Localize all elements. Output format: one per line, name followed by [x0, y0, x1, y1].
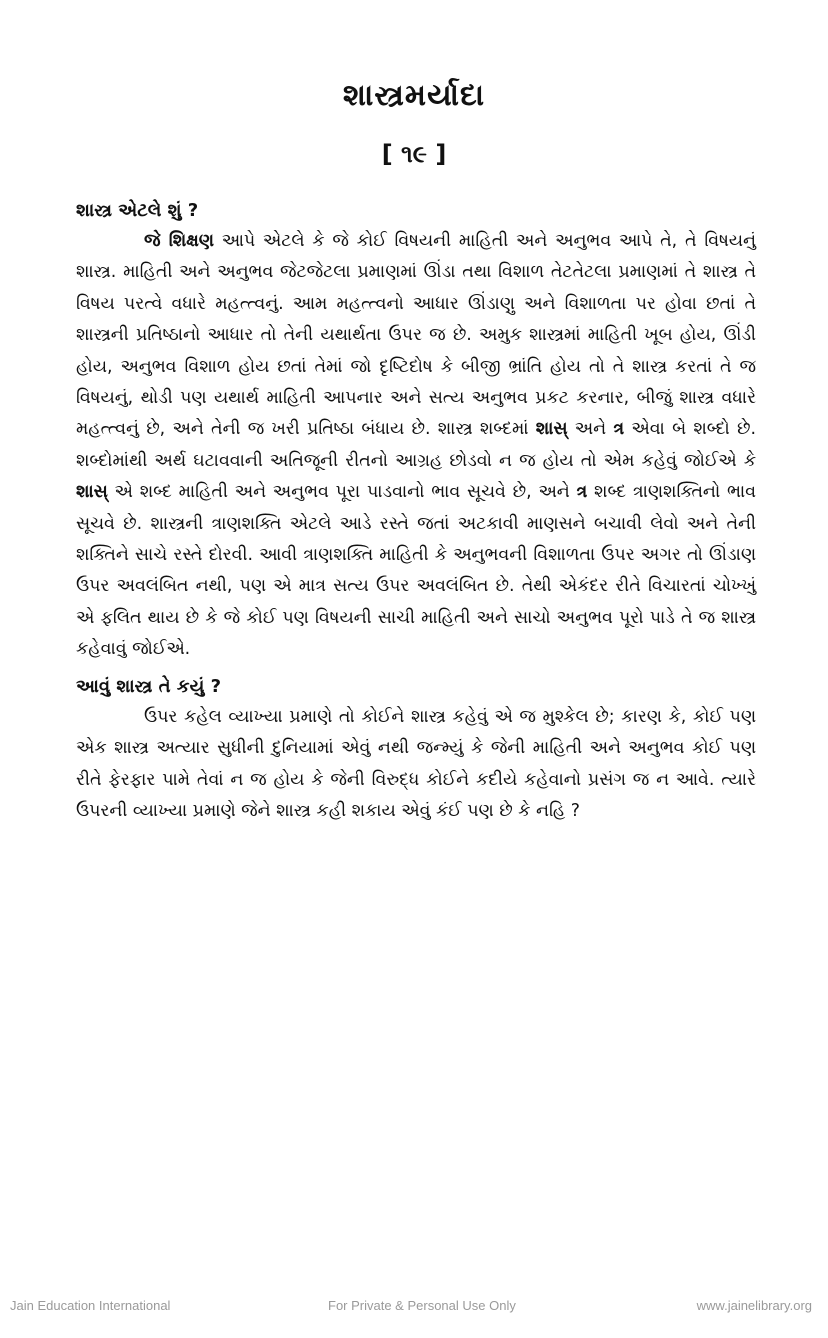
- footer-publisher: Jain Education International: [10, 1298, 171, 1313]
- bold-term-shas: શાસ્: [535, 419, 568, 440]
- paragraph-text: આપે એટલે કે જે કોઈ વિષયની માહિતી અને અનુભવ આપે તે, તે વિષયનું શાસ્ત્ર. માહિતી અને અનુભવ જેટજેટલા પ્રમાણમાં ઊંડા તથા વિશાળ તેટતેટલા પ્રમાણમાં તે શાસ્ત્ર તે વિષય પરત્વે વધારે મહત્ત્વનું. આમ મહત્ત્વનો આધાર ઊંડાણુ અને વિશાળતા પર હોવા છતાં તે શાસ્ત્રની પ્રતિષ્ઠાનો આધાર તો તેની યથાર્થતા ઉપર જ છે. અમુક શાસ્ત્રમાં માહિતી ખૂબ હોય, ઊંડી હોય, અનુભવ વિશાળ હોય છતાં તેમાં જો દૃષ્ટિદોષ કે બીજી ભ્રાંતિ હોય તો તે શાસ્ત્ર કરતાં તે જ વિષયનું, થોડી પણ યથાર્થ માહિતી આપનાર અને સત્ય અનુભવ પ્રકટ કરનાર, બીજું શાસ્ત્ર વધારે મહત્ત્વનું છે, અને તેની જ ખરી પ્રતિષ્ઠા બંધાય છે. શાસ્ત્ર શબ્દમાં: [76, 231, 757, 440]
- paragraph-text: શબ્દ ત્રાણશક્તિનો ભાવ સૂચવે છે. શાસ્ત્રની ત્રાણશક્તિ એટલે આડે રસ્તે જતાં અટકાવી માણસને બચાવી લેવો અને તેની શક્તિને સાચે રસ્તે દોરવી. આવી ત્રાણશક્તિ માહિતી કે અનુભવની વિશાળતા ઉપર અગર તો ઊંડાણ ઉપર અવલંબિત નથી, પણ એ માત્ર સત્ય ઉપર અવલંબિત છે. તેથી એકંદર રીતે વિચારતાં ચોખ્ખું એ ફલિત થાય છે કે જે કોઈ પણ વિષયની સાચી માહિતી અને સાચો અનુભવ પૂરો પાડે તે જ શાસ્ત્ર કહેવાવું જોઈએ.: [76, 482, 756, 660]
- paragraph-text: એ શબ્દ માહિતી અને અનુભવ પૂરા પાડવાનો ભાવ સૂચવે છે, અને: [107, 482, 577, 503]
- paragraph-definition: [76, 226, 756, 666]
- paragraph-text: અને: [567, 419, 614, 440]
- page-footer: [0, 1298, 828, 1318]
- bold-phrase: જે શિક્ષણ: [144, 231, 214, 251]
- page-title: શાસ્ત્રમર્યાદા: [342, 78, 486, 113]
- document-body: [76, 196, 756, 827]
- chapter-number: [ ૧૯ ]: [381, 140, 447, 168]
- bold-term-tra: ત્ર: [613, 419, 625, 440]
- bold-term-tra: ત્ર: [576, 482, 588, 503]
- paragraph-which-shastra: ઉપર કહેલ વ્યાખ્યા પ્રમાણે તો કોઈને શાસ્ત્ર કહેવું એ જ મુશ્કેલ છે; કારણ કે, કોઈ પણ એક શાસ્ત્ર અત્યાર સુધીની દુનિયામાં એવું નથી જન્મ્યું કે જેની માહિતી અને અનુભવ કોઈ પણ રીતે ફેરફાર પામે તેવાં ન જ હોય કે જેની વિરુદ્ધ કોઈને કદીયે કહેવાનો પ્રસંગ જ ન આવે. ત્યારે ઉપરની વ્યાખ્યા પ્રમાણે જેને શાસ્ત્ર કહી શકાય એવું કંઈ પણ છે કે નહિ ?: [76, 706, 756, 821]
- paragraph-text: એવા બે શબ્દો છે. શબ્દોમાંથી અર્થ ઘટાવવાની અતિજૂની રીતનો આગ્રહ છોડવો ન જ હોય તો એમ કહેવું જોઈએ કે: [76, 419, 757, 471]
- section-heading-what-is-shastra: શાસ્ત્ર એટલે શું ?: [76, 200, 199, 221]
- footer-website: www.jainelibrary.org: [696, 1298, 812, 1313]
- bold-term-shas: શાસ્: [76, 482, 108, 503]
- footer-usage-notice: For Private & Personal Use Only: [328, 1298, 516, 1313]
- section-heading-which-shastra: આવું શાસ્ત્ર તે કયું ?: [76, 675, 222, 697]
